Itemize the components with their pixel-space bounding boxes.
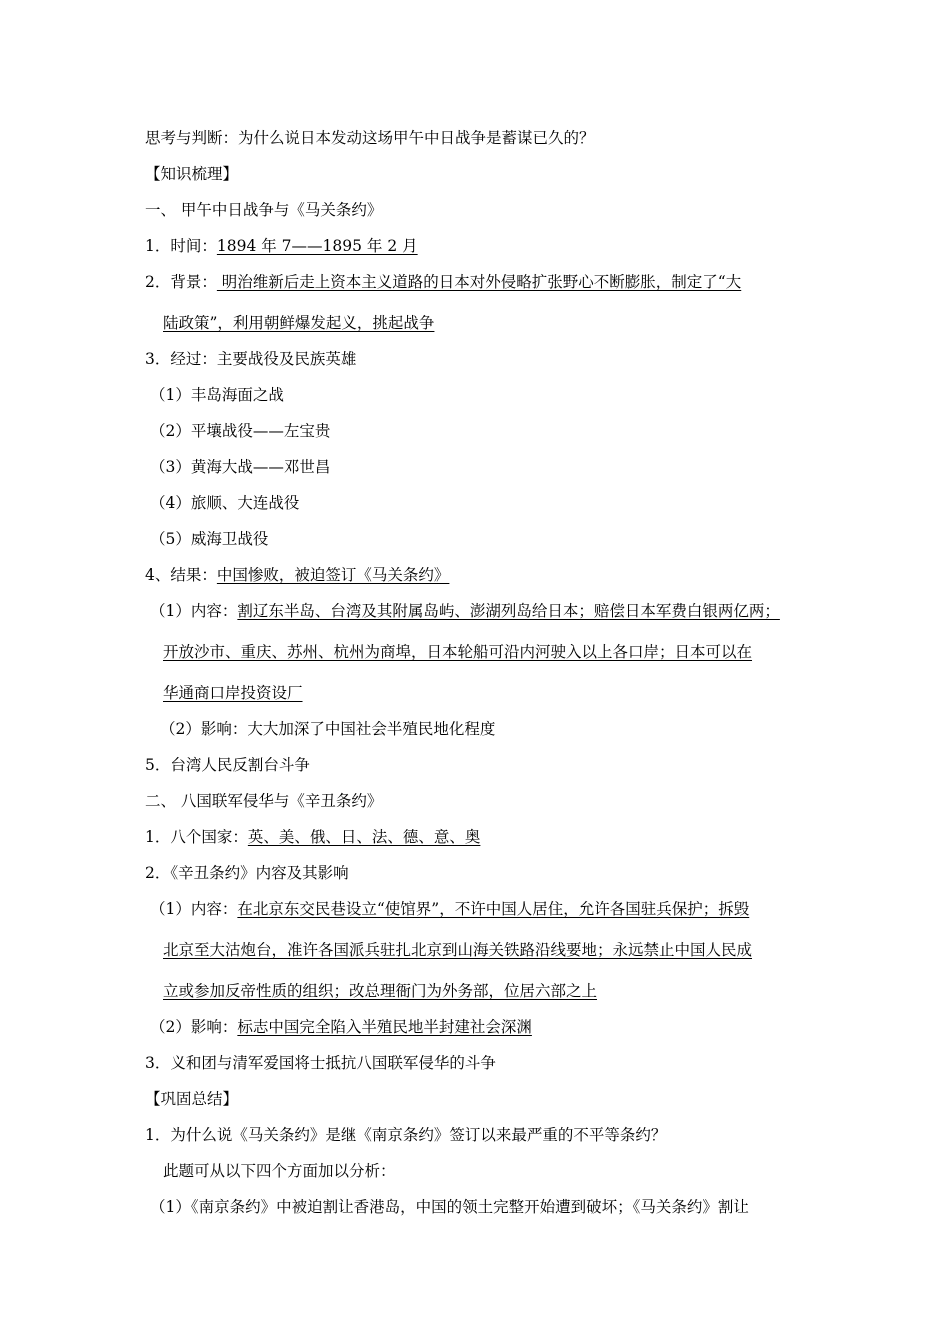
treaty-content-value-3: 华通商口岸投资设厂 — [163, 684, 303, 702]
item-time-value: 1894 年 7——1895 年 2 月 — [216, 237, 418, 255]
xinchou-content-label: （1）内容： — [150, 900, 238, 918]
xinchou-content — [150, 899, 749, 919]
section-heading-review: 【巩固总结】 — [145, 1090, 239, 1108]
xinchou-impact-value: 标志中国完全陷入半殖民地半封建社会深渊 — [237, 1018, 532, 1036]
xinchou-impact-label: （2）影响： — [150, 1018, 238, 1036]
heading-part-two: 二、 八国联军侵华与《辛丑条约》 — [145, 792, 383, 810]
item-result-value: 中国惨败，被迫签订《马关条约》 — [216, 566, 450, 584]
item-boxer: 3．义和团与清军爱国将士抵抗八国联军侵华的斗争 — [145, 1054, 496, 1072]
review-question-1: 1．为什么说《马关条约》是继《南京条约》签订以来最严重的不平等条约？ — [145, 1126, 667, 1144]
battle-2: （2）平壤战役——左宝贵 — [150, 422, 331, 440]
treaty-content-label: （1）内容： — [150, 602, 238, 620]
review-point-1: （1）《南京条约》中被迫割让香港岛，中国的领土完整开始遭到破坏；《马关条约》割让 — [150, 1198, 749, 1216]
battle-1: （1）丰岛海面之战 — [150, 386, 284, 404]
xinchou-content-value-1: 在北京东交民巷设立“使馆界”，不许中国人居住，允许各国驻兵保护；拆毁 — [237, 900, 750, 918]
item-result — [145, 565, 449, 585]
xinchou-content-value-2: 北京至大沽炮台，准许各国派兵驻扎北京到山海关铁路沿线要地；永远禁止中国人民成 — [163, 941, 753, 959]
item-result-label: 4、结果： — [145, 566, 217, 584]
treaty-impact: （2）影响：大大加深了中国社会半殖民地化程度 — [160, 720, 496, 738]
item-time — [145, 236, 418, 256]
xinchou-content-value-3: 立或参加反帝性质的组织；改总理衙门为外务部，位居六部之上 — [163, 982, 598, 1000]
item-nations — [145, 827, 480, 847]
item-background-value-2: 陆政策”，利用朝鲜爆发起义，挑起战争 — [163, 314, 435, 332]
item-time-label: 1．时间： — [145, 237, 217, 255]
battle-3: （3）黄海大战——邓世昌 — [150, 458, 331, 476]
section-heading-knowledge: 【知识梳理】 — [145, 165, 239, 183]
review-intro: 此题可从以下四个方面加以分析： — [163, 1162, 396, 1180]
item-nations-label: 1．八个国家： — [145, 828, 248, 846]
heading-part-one: 一、 甲午中日战争与《马关条约》 — [145, 201, 383, 219]
xinchou-impact — [150, 1017, 532, 1037]
item-taiwan: 5．台湾人民反割台斗争 — [145, 756, 310, 774]
treaty-content-value-2: 开放沙市、重庆、苏州、杭州为商埠，日本轮船可沿内河驶入以上各口岸；日本可以在 — [163, 643, 753, 661]
treaty-content-value-1: 割辽东半岛、台湾及其附属岛屿、澎湖列岛给日本；赔偿日本军费白银两亿两； — [237, 602, 780, 620]
battle-4: （4）旅顺、大连战役 — [150, 494, 300, 512]
item-xinchou: 2．《辛丑条约》内容及其影响 — [145, 864, 349, 882]
treaty-content — [150, 601, 780, 621]
item-nations-value: 英、美、俄、日、法、德、意、奥 — [247, 828, 481, 846]
item-background-value-1: 明治维新后走上资本主义道路的日本对外侵略扩张野心不断膨胀，制定了“大 — [216, 273, 742, 291]
battle-5: （5）威海卫战役 — [150, 530, 269, 548]
item-background — [145, 272, 741, 292]
think-question: 思考与判断：为什么说日本发动这场甲午中日战争是蓄谋已久的？ — [145, 129, 595, 147]
item-process: 3．经过：主要战役及民族英雄 — [145, 350, 357, 368]
item-background-label: 2．背景： — [145, 273, 217, 291]
